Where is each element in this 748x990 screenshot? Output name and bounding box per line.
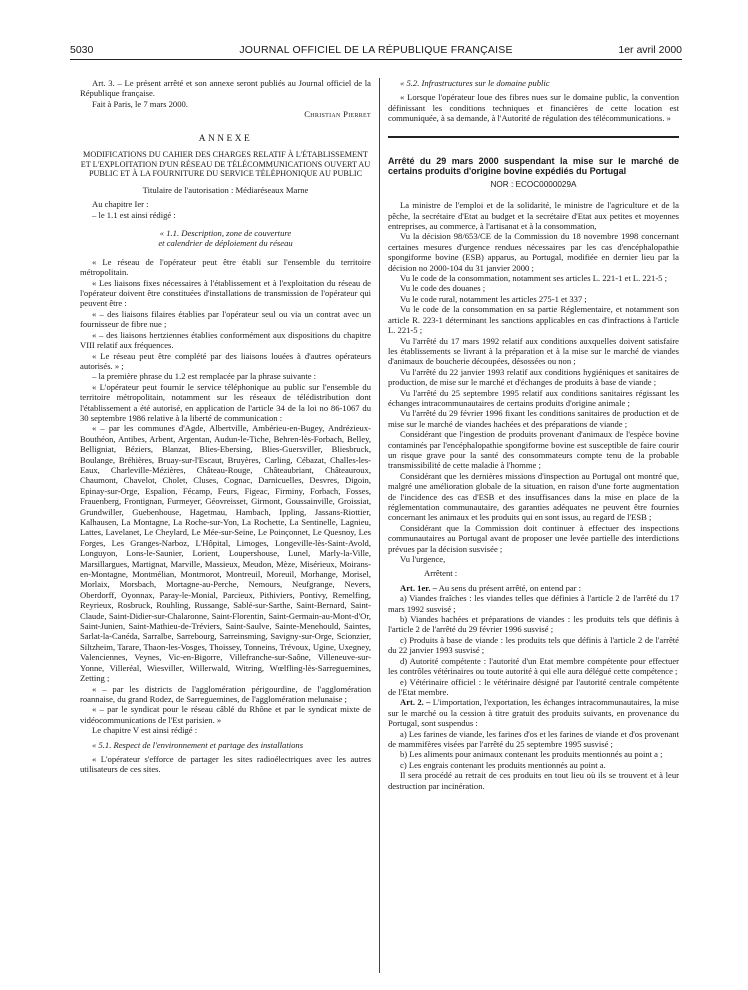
paragraph: « L'opérateur peut fournir le service téléphonique au public sur l'ensemble du territoire métropolitain, notamment sur les réseaux de télédistribution dont l'établissement a été autorisé, en application de l'article 34 de la loi no 86-1067 du 30 septembre 1986 relative à la liberté de communication : [80, 381, 371, 423]
visa: Vu l'arrêté du 17 mars 1992 relatif aux conditions auxquelles doivent satisfaire les établissements se livrant à la préparation et à la mise sur le marché de viandes d'animaux de boucherie découpées, désossées ou non ; [388, 335, 679, 367]
product-item: c) Les engrais contenant les produits mentionnés au point a. [400, 759, 606, 770]
page-number: 5030 [70, 44, 94, 56]
right-column [388, 78, 679, 791]
visa: Vu le code de la consommation en sa partie Réglementaire, et notamment son article R. 223-1 déterminant les sanctions applicables en cas d'infractions à l'article L. 221-5 ; [388, 304, 679, 336]
considerant: Considérant que les dernières missions d'inspection au Portugal ont montré que, malgré une amélioration globale de la situation, en raison d'une forte augmentation de l'incidence des cas d'ESB et des insuffisances dans la mise en place de la réglementation communautaire, des garanties adéquates ne peuvent être fournies concernant les animaux et les produits qui en sont issus, au regard de l'ESB ; [388, 470, 679, 523]
left-column [80, 78, 371, 775]
chapter-5-intro: Le chapitre V est ainsi rédigé : [92, 725, 198, 736]
considerant: Considérant que la Commission doit continuer à effectuer des inspections communautaires au Portugal avant de proposer une levée partielle des interdictions prévues par la décision susvisée ; [388, 522, 679, 554]
issue-date: 1er avril 2000 [618, 44, 682, 56]
definition-item: e) Vétérinaire officiel : le vétérinaire désigné par l'autorité centrale compétente de l'Etat membre. [388, 676, 679, 697]
product-item: a) Les farines de viande, les farines d'os et les farines de viande et d'os provenant de mammifères visées par l'arrêté du 25 septembre 1995 susvisé ; [388, 728, 679, 749]
signature: Christian Pierret [304, 109, 371, 120]
visa: Vu le code des douanes ; [400, 283, 486, 294]
bullet-item: « – par les districts de l'agglomération périgourdine, de l'agglomération roannaise, du grand Rodez, de Sarreguemines, de l'agglomération melunaise ; [80, 683, 371, 704]
section-5-2-title: « 5.2. Infrastructures sur le domaine public [400, 78, 550, 88]
paragraph: « Lorsque l'opérateur loue des fibres nues sur le domaine public, la convention définissant les conditions techniques et financières de cette location est communiquée, à sa demande, à l'Autorité de régulation des télécommunications. » [388, 92, 679, 124]
paragraph: « Le réseau de l'opérateur peut être établi sur l'ensemble du territoire métropolitain. [80, 256, 371, 278]
paragraph: « L'opérateur s'efforce de partager les sites radioélectriques avec les autres utilisateurs de ces sites. [80, 753, 371, 775]
article-2 [388, 697, 679, 728]
titulaire: Titulaire de l'autorisation : Médiaréseaux Marne [142, 184, 309, 195]
bullet-item: « – des liaisons hertziennes établies conformément aux dispositions du chapitre VIII relatif aux fréquences. [80, 329, 371, 351]
annexe-heading: MODIFICATIONS DU CAHIER DES CHARGES RELATIF À L'ÉTABLISSEMENT ET L'EXPLOITATION D'UN RÉSEAU DE TÉLÉCOMMUNICATIONS OUVERT AU PUBLIC ET À LA FOURNITURE DU SERVICE TÉLÉPHONIQUE AU PUBLIC [80, 150, 371, 179]
considerant: Considérant que l'ingestion de produits provenant d'animaux de l'espèce bovine contaminés par l'encéphalopathie spongiforme bovine est susceptible de faire courir un risque grave pour la santé des consommateurs compte tenu de la probable transmissibilité de cette maladie à l'homme ; [388, 429, 679, 471]
header-rule [70, 59, 682, 60]
journal-title: JOURNAL OFFICIEL DE LA RÉPUBLIQUE FRANÇAISE [239, 44, 513, 56]
definition-item: d) Autorité compétente : l'autorité d'un Etat membre compétente pour effectuer les contrôles vétérinaires ou toute autorité à qui elle aura délégué cette compétence ; [388, 655, 679, 677]
bullet-item: « – par le syndicat pour le réseau câblé du Rhône et par le syndicat mixte de vidéocommunications de l'Est parisien. » [80, 704, 371, 725]
section-5-1-title: « 5.1. Respect de l'environnement et partage des installations [92, 739, 304, 750]
paragraph: Il sera procédé au retrait de ces produits en tout lieu où ils se trouvent et à leur destruction par incinération. [388, 770, 679, 791]
paragraph: – la première phrase du 1.2 est remplacée par la phrase suivante : [92, 371, 317, 382]
definition-item: a) Viandes fraîches : les viandes telles que définies à l'article 2 de l'arrêté du 17 mars 1992 susvisé ; [388, 593, 679, 614]
article-1-heading: Art. 1er. – [400, 582, 437, 593]
section-1-1-title-line2: et calendrier de déploiement du réseau [158, 238, 293, 249]
visa: Vu le code rural, notamment les articles 275-1 et 337 ; [400, 293, 587, 304]
definition-item: b) Viandes hachées et préparations de viandes : les produits tels que définis à l'article 2 de l'arrêté du 29 février 1996 susvisé ; [388, 614, 679, 635]
definition-item: c) Produits à base de viande : les produits tels que définis à l'article 2 de l'arrêté du 22 janvier 1993 susvisé ; [388, 634, 679, 656]
section-1-1-title-line1: « 1.1. Description, zone de couverture [159, 228, 292, 239]
chapter-1-intro: Au chapitre Ier : [92, 199, 149, 210]
page-header [70, 44, 682, 58]
product-item: b) Les aliments pour animaux contenant les produits mentionnés au point a ; [400, 749, 663, 760]
visa: Vu la décision 98/653/CE de la Commission du 18 novembre 1998 concernant certaines mesures d'urgence rendues nécessaires par les cas d'encéphalopathie spongiforme bovine (ESB) apparus, au Portugal, modifiée en dernier lieu par la décision no 2000-104 du 31 janvier 2000 ; [388, 231, 679, 273]
arretent: Arrêtent : [424, 568, 458, 579]
urgence: Vu l'urgence, [400, 554, 446, 565]
nor-reference: NOR : ECOC0000029A [490, 179, 577, 189]
visa: Vu le code de la consommation, notamment ses articles L. 221-1 et L. 221-5 ; [400, 273, 668, 284]
communes-list: « – par les communes d'Agde, Albertville, Ambérieu-en-Bugey, Andrézieux-Bouthéon, Antibes, Arbent, Argentan, Audun-le-Tiche, Behren-lès-Forbach, Belley, Belligniat, Béziers, Blanzat, Blies-Ebersing, Blies-Guersviller, Bliesbruck, Boulange, Bréhières, Bruay-sur-l'Escaut, Bruyères, Carling, Cébazat, Challes-les-Eaux, Charleville-Mézières, Château-Rouge, Châteaubriant, Châteauroux, Chaumont, Chavelot, Cholet, Cluses, Cognac, Darnicuelles, Desvres, Digoin, Epinay-sur-Orge, Espalion, Fécamp, Feurs, Figeac, Firminy, Forbach, Fosses, Frauenberg, Frontignan, Furmeyer, Géovreisset, Girmont, Goussainville, Groissiat, Grundwiller, Guebenhouse, Hagetmau, Hambach, Ippling, Jassans-Riottier, Kalhausen, La Montagne, La Roche-sur-Yon, La Rochette, La Sentinelle, Lagnieu, Lattes, Lavelanet, Le Cheylard, Le Mée-sur-Seine, Le Poinçonnet, Le Quesnoy, Les Forges, Les Granges-Narboz, L'Hôpital, Limoges, Longeville-lès-Saint-Avold, Longuyon, Lons-le-Saunier, Lorient, Loupershouse, Lunel, Marly-la-Ville, Marsillargues, Martignat, Marville, Massieux, Meudon, Mèze, Misérieux, Moirans-en-Montagne, Montmélian, Montmorot, Montreuil, Moreuil, Morhange, Morisel, Morlaix, Morsbach, Mortagne-au-Perche, Nemours, Neufgrange, Nevers, Oberdorff, Oyonnax, Paray-le-Monial, Parcieux, Pithiviers, Pontivy, Remelfing, Reyrieux, Rosbruck, Rouhling, Russange, Sablé-sur-Sarthe, Saint-Bernard, Saint-Claude, Saint-Didier-sur-Chalaronne, Saint-Florentin, Saint-Germain-au-Mont-d'Or, Saint-Junien, Saint-Mathieu-de-Tréviers, Saint-Saulve, Sainte-Menehould, Saintes, Sarlat-la-Canéda, Sarralbe, Sarrebourg, Sarreinsming, Savigny-sur-Orge, Scionzier, Siltzheim, Tarare, Thaon-les-Vosges, Thoissey, Tonneins, Trévoux, Ugine, Uxegney, Valenciennes, Veynes, Vic-en-Bigorre, Villefranche-sur-Saône, Villeneuve-sur-Yonne, Villeréal, Wiesviller, Willerwald, Witring, Wœlfling-lès-Sarreguemines, Zetting ; [80, 423, 371, 684]
annexe-title: ANNEXE [198, 133, 253, 144]
fait-a-paris: Fait à Paris, le 7 mars 2000. [92, 98, 188, 109]
article-2-heading: Art. 2. – [400, 697, 431, 708]
arrete-title: Arrêté du 29 mars 2000 suspendant la mise sur le marché de certains produits d'origine bovine expédiés du Portugal [388, 155, 679, 177]
visa: Vu l'arrêté du 25 septembre 1995 relatif aux conditions sanitaires régissant les échanges intracommunautaires de certains produits d'origine animale ; [388, 387, 679, 408]
column-divider [379, 78, 380, 973]
paragraph: « Le réseau peut être complété par des liaisons louées à d'autres opérateurs autorisés. » ; [80, 350, 371, 371]
paragraph: « Les liaisons fixes nécessaires à l'établissement et à l'exploitation du réseau de l'opérateur doivent être constituées d'installations de transmission de l'opérateur qui peuvent être : [80, 277, 371, 309]
article-3: Art. 3. – Le présent arrêté et son annexe seront publiés au Journal officiel de la République française. [80, 78, 371, 99]
article-2-text: L'importation, l'exportation, les échanges intracommunautaires, la mise sur le marché ou la cession à titre gratuit des produits suivants, en provenance du Portugal, sont suspendus : [388, 697, 679, 729]
article-1 [388, 583, 679, 593]
article-1-text: Au sens du présent arrêté, on entend par : [438, 582, 582, 593]
section-separator [388, 136, 679, 138]
visa: Vu l'arrêté du 22 janvier 1993 relatif aux conditions hygiéniques et sanitaires de production, de mise sur le marché et d'échanges de produits à base de viande ; [388, 366, 679, 388]
bullet-item: « – des liaisons filaires établies par l'opérateur seul ou via un contrat avec un fournisseur de fibre nue ; [80, 308, 371, 330]
preamble: La ministre de l'emploi et de la solidarité, le ministre de l'agriculture et de la pêche, la secrétaire d'Etat au budget et la secrétaire d'Etat aux petites et moyennes entreprises, au commerce, à l'artisanat et à la consommation, [388, 200, 679, 232]
visa: Vu l'arrêté du 29 février 1996 fixant les conditions sanitaires de production et de mise sur le marché de viandes hachées et des préparations de viande ; [388, 408, 679, 429]
section-1-1-intro: – le 1.1 est ainsi rédigé : [92, 209, 176, 220]
